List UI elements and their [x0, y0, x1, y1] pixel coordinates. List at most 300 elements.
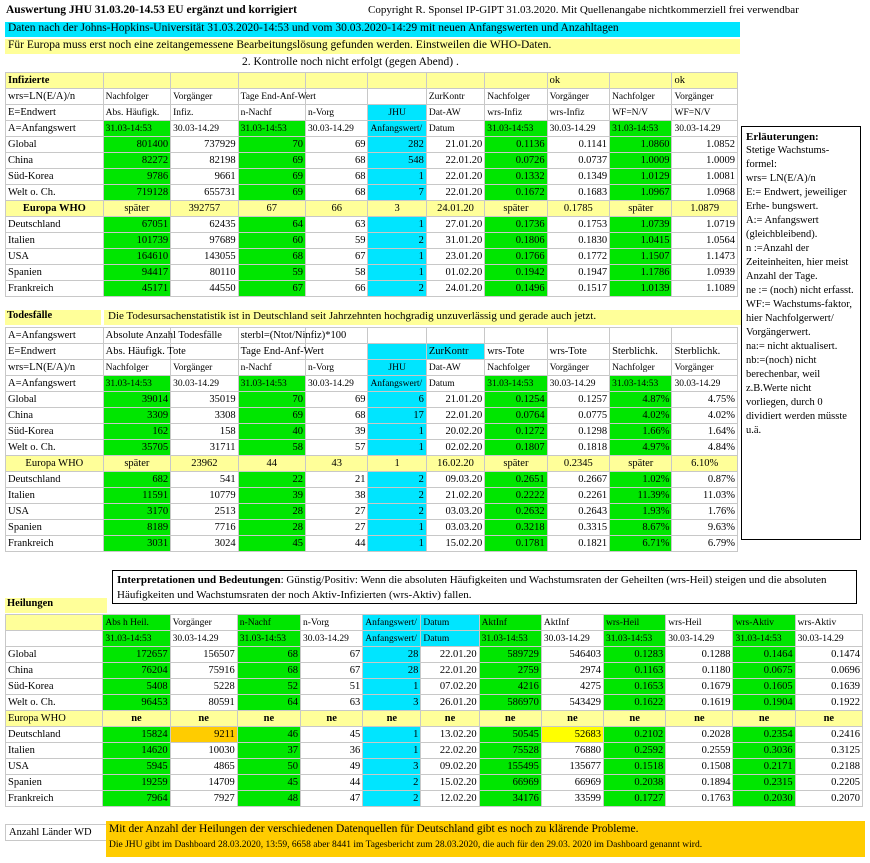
- row-label-cell: Frankreich: [6, 281, 104, 297]
- data-cell: 0.0764: [485, 408, 547, 424]
- data-cell: 0.2028: [666, 727, 733, 743]
- footer-label: Anzahl Länder WD: [5, 824, 110, 841]
- data-cell: 0.1763: [666, 791, 733, 807]
- footer-note-1: Mit der Anzahl der Heilungen der verschiedenen Datenquellen für Deutschland gibt es noch zu klärende Probleme.: [109, 823, 639, 835]
- data-cell: 69: [306, 137, 368, 153]
- data-cell: 0.1288: [666, 647, 733, 663]
- data-cell: 2974: [541, 663, 603, 679]
- data-cell: [672, 328, 738, 344]
- data-cell: 0.2038: [604, 775, 666, 791]
- data-cell: 47: [301, 791, 363, 807]
- data-cell: 80110: [171, 265, 238, 281]
- data-cell: Dat-AW: [426, 360, 484, 376]
- data-cell: 543429: [541, 695, 603, 711]
- data-cell: 39: [238, 488, 305, 504]
- data-cell: WF=N/V: [672, 105, 738, 121]
- row-label-cell: Italien: [6, 233, 104, 249]
- data-cell: Tage End-Anf-Wert: [238, 89, 305, 105]
- row-label-cell: China: [6, 663, 103, 679]
- data-cell: 69: [238, 169, 305, 185]
- data-cell: 1.0860: [610, 137, 672, 153]
- table-row: [6, 759, 863, 775]
- data-cell: 0.1785: [547, 201, 609, 217]
- data-cell: 01.02.20: [426, 265, 484, 281]
- data-cell: 64: [238, 217, 305, 233]
- table-row: [6, 185, 738, 201]
- data-cell: ne: [795, 711, 862, 727]
- explanation-line: na:= nicht aktualisert.: [746, 341, 838, 352]
- data-cell: 69: [238, 408, 305, 424]
- data-cell: 39: [306, 424, 368, 440]
- data-cell: 6.79%: [672, 536, 738, 552]
- data-cell: ne: [421, 711, 479, 727]
- table-row: [6, 137, 738, 153]
- data-cell: Vorgänger: [672, 360, 738, 376]
- europe-note: Für Europa muss erst noch eine zeitangemessene Bearbeitungslösung gefunden werden. Einstweilen die WHO-Daten.: [5, 39, 740, 54]
- data-cell: 1: [368, 424, 426, 440]
- table-row: [6, 153, 738, 169]
- data-cell: Tage End-Anf-Wert: [238, 344, 305, 360]
- data-cell: 66969: [479, 775, 541, 791]
- data-cell: 7964: [103, 791, 170, 807]
- data-cell: 4275: [541, 679, 603, 695]
- data-cell: 30.03-14.29: [795, 631, 862, 647]
- table-row: [6, 504, 738, 520]
- data-cell: 67: [306, 249, 368, 265]
- data-cell: 1.0564: [672, 233, 738, 249]
- data-cell: 1.1089: [672, 281, 738, 297]
- data-cell: ne: [666, 711, 733, 727]
- table-row: [6, 520, 738, 536]
- row-label-cell: Frankreich: [6, 791, 103, 807]
- data-cell: 0.3218: [485, 520, 547, 536]
- data-cell: 0.2632: [485, 504, 547, 520]
- data-cell: ne: [301, 711, 363, 727]
- data-cell: 24.01.20: [426, 281, 484, 297]
- infected-table: [5, 72, 738, 297]
- data-cell: 0.1254: [485, 392, 547, 408]
- data-cell: 4865: [170, 759, 237, 775]
- data-cell: Absolute Anzahl Todesfälle: [103, 328, 170, 344]
- data-cell: 155495: [479, 759, 541, 775]
- data-cell: 4.84%: [672, 440, 738, 456]
- data-cell: 30.03-14.29: [171, 376, 238, 392]
- data-cell: 34176: [479, 791, 541, 807]
- data-cell: JHU: [368, 105, 426, 121]
- row-label-cell: E=Endwert: [6, 105, 104, 121]
- data-cell: 96453: [103, 695, 170, 711]
- data-cell: später: [610, 201, 672, 217]
- data-cell: 44: [306, 536, 368, 552]
- data-cell: Abs. Häufigk. Tote: [103, 344, 170, 360]
- data-cell: 31.03-14:53: [238, 121, 305, 137]
- row-label-cell: Süd-Korea: [6, 424, 104, 440]
- data-cell: 0.1496: [485, 281, 547, 297]
- data-cell: 8189: [103, 520, 170, 536]
- table-row: [6, 456, 738, 472]
- data-cell: AktInf: [541, 615, 603, 631]
- data-cell: 0.1653: [604, 679, 666, 695]
- explanations-title: Erläuterungen:: [746, 131, 819, 143]
- table-row: [6, 791, 863, 807]
- data-cell: 0.1141: [547, 137, 609, 153]
- row-label-cell: wrs=LN(E/A)/n: [6, 89, 104, 105]
- data-cell: 68: [238, 249, 305, 265]
- data-cell: 27: [306, 520, 368, 536]
- header-row: [6, 328, 738, 344]
- data-cell: 1.0852: [672, 137, 738, 153]
- table-row: [6, 201, 738, 217]
- data-cell: 07.02.20: [421, 679, 479, 695]
- data-cell: 0.1818: [547, 440, 609, 456]
- data-cell: 15.02.20: [426, 536, 484, 552]
- data-cell: 58: [306, 265, 368, 281]
- data-cell: 28: [238, 504, 305, 520]
- data-cell: 44550: [171, 281, 238, 297]
- data-cell: 5228: [170, 679, 237, 695]
- data-cell: 9661: [171, 169, 238, 185]
- data-cell: wrs-Aktiv: [795, 615, 862, 631]
- page-title: Auswertung JHU 31.03.20-14.53 EU ergänzt und korrigiert: [6, 4, 297, 16]
- data-cell: 0.2070: [795, 791, 862, 807]
- data-cell: Datum: [421, 615, 479, 631]
- data-cell: 82198: [171, 153, 238, 169]
- data-cell: Vorgänger: [171, 360, 238, 376]
- data-cell: 30.03-14.29: [547, 376, 609, 392]
- data-cell: 45: [237, 775, 300, 791]
- data-cell: 68: [306, 169, 368, 185]
- data-cell: 15824: [103, 727, 170, 743]
- data-cell: 0.2651: [485, 472, 547, 488]
- data-cell: 45: [238, 536, 305, 552]
- data-cell: wrs-Heil: [666, 615, 733, 631]
- table-row: [6, 472, 738, 488]
- data-cell: 0.1180: [666, 663, 733, 679]
- data-cell: 31.03-14:53: [479, 631, 541, 647]
- data-cell: wrs-Infiz: [485, 105, 547, 121]
- table-row: [6, 536, 738, 552]
- data-cell: 51: [301, 679, 363, 695]
- data-cell: 0.1298: [547, 424, 609, 440]
- row-label-cell: A=Anfangswert: [6, 376, 104, 392]
- data-cell: wrs-Tote: [485, 344, 547, 360]
- row-label-cell: Deutschland: [6, 217, 104, 233]
- row-label-cell: Global: [6, 647, 103, 663]
- row-label-cell: [6, 615, 103, 631]
- data-cell: 0.2188: [795, 759, 862, 775]
- data-cell: 4.75%: [672, 392, 738, 408]
- copyright-text: Copyright R. Sponsel IP-GIPT 31.03.2020. Mit Quellenangabe nichtkommerziell frei verwendbar: [368, 4, 799, 16]
- data-cell: 0.2592: [604, 743, 666, 759]
- data-cell: 0.1517: [547, 281, 609, 297]
- data-cell: Infiz.: [171, 105, 238, 121]
- data-cell: 16.02.20: [426, 456, 484, 472]
- data-cell: 1: [368, 520, 426, 536]
- row-label-cell: Global: [6, 392, 104, 408]
- table-row: [6, 440, 738, 456]
- data-cell: 1.66%: [610, 424, 672, 440]
- data-cell: 1.0415: [610, 233, 672, 249]
- data-cell: 1: [368, 249, 426, 265]
- data-cell: 3170: [103, 504, 170, 520]
- data-cell: 0.1736: [485, 217, 547, 233]
- header-row: [6, 631, 863, 647]
- data-cell: 101739: [103, 233, 170, 249]
- data-cell: 46: [237, 727, 300, 743]
- data-cell: [368, 89, 426, 105]
- data-cell: 164610: [103, 249, 170, 265]
- data-cell: Sterblichk.: [610, 344, 672, 360]
- data-cell: später: [485, 201, 547, 217]
- data-cell: 1.0968: [672, 185, 738, 201]
- data-cell: 0.1622: [604, 695, 666, 711]
- data-cell: 0.1942: [485, 265, 547, 281]
- data-cell: später: [485, 456, 547, 472]
- data-cell: 59: [238, 265, 305, 281]
- data-cell: 30.03-14.29: [672, 121, 738, 137]
- data-cell: 67: [301, 647, 363, 663]
- data-cell: 1.0081: [672, 169, 738, 185]
- data-cell: 719128: [103, 185, 170, 201]
- data-cell: 14709: [170, 775, 237, 791]
- data-cell: 6.71%: [610, 536, 672, 552]
- row-label-cell: Süd-Korea: [6, 169, 104, 185]
- data-cell: 12.02.20: [421, 791, 479, 807]
- data-cell: Vorgänger: [672, 89, 738, 105]
- row-label-cell: Welt o. Ch.: [6, 695, 103, 711]
- data-cell: 392757: [171, 201, 238, 217]
- header-row: [6, 344, 738, 360]
- data-cell: 4.02%: [610, 408, 672, 424]
- data-cell: [306, 73, 368, 89]
- data-cell: ne: [170, 711, 237, 727]
- row-label-cell: Spanien: [6, 265, 104, 281]
- data-cell: 70: [238, 137, 305, 153]
- data-cell: 0.2667: [547, 472, 609, 488]
- header-row-1: [0, 4, 870, 19]
- data-cell: 0.3125: [795, 743, 862, 759]
- table-row: [6, 424, 738, 440]
- row-label-cell: Europa WHO: [6, 201, 104, 217]
- data-cell: 0.0775: [547, 408, 609, 424]
- data-cell: später: [610, 456, 672, 472]
- data-cell: 31.03-14:53: [610, 376, 672, 392]
- data-cell: 30.03-14.29: [171, 121, 238, 137]
- data-cell: 0.1474: [795, 647, 862, 663]
- interpretation-box: [112, 570, 857, 604]
- data-cell: 33599: [541, 791, 603, 807]
- data-cell: wrs-Infiz: [547, 105, 609, 121]
- data-cell: 02.02.20: [426, 440, 484, 456]
- data-cell: 31.03-14:53: [103, 631, 170, 647]
- data-cell: 27.01.20: [426, 217, 484, 233]
- data-cell: wrs-Aktiv: [733, 615, 795, 631]
- data-cell: 0.2559: [666, 743, 733, 759]
- data-cell: 75528: [479, 743, 541, 759]
- data-cell: 0.1283: [604, 647, 666, 663]
- explanation-line: Stetige Wachstums-formel:: [746, 145, 830, 170]
- data-cell: 28: [363, 647, 421, 663]
- data-cell: 52683: [541, 727, 603, 743]
- table-row: [6, 408, 738, 424]
- row-label-cell: USA: [6, 759, 103, 775]
- data-cell: 64: [237, 695, 300, 711]
- data-cell: 1: [368, 536, 426, 552]
- data-cell: 0.1679: [666, 679, 733, 695]
- data-cell: 1: [363, 743, 421, 759]
- data-cell: 0.1922: [795, 695, 862, 711]
- explanation-line: WF:= Wachstums-faktor, hier Nachfolgerwert/ Vorgängerwert.: [746, 299, 852, 338]
- row-label-cell: Welt o. Ch.: [6, 185, 104, 201]
- data-cell: 1.64%: [672, 424, 738, 440]
- data-cell: 0.1605: [733, 679, 795, 695]
- data-cell: 0.1781: [485, 536, 547, 552]
- data-cell: 27: [306, 504, 368, 520]
- table-row: [6, 679, 863, 695]
- data-cell: 282: [368, 137, 426, 153]
- data-cell: 44: [301, 775, 363, 791]
- data-cell: 0.2222: [485, 488, 547, 504]
- row-label-cell: wrs=LN(E/A)/n: [6, 360, 104, 376]
- explanation-line: nb:=(noch) nicht berechenbar, weil z.B.Werte nicht vorliegen, durch 0 dividiert werden müsste u.ä.: [746, 355, 847, 436]
- data-cell: 143055: [171, 249, 238, 265]
- data-cell: 48: [237, 791, 300, 807]
- source-note: Daten nach der Johns-Hopkins-Universität 31.03.2020-14:53 und vom 30.03.2020-14:29 mit neuen Anfangswerten und Anzahltagen: [5, 22, 740, 37]
- data-cell: Vorgänger: [547, 89, 609, 105]
- row-label-cell: USA: [6, 249, 104, 265]
- data-cell: 31711: [171, 440, 238, 456]
- table-row: [6, 711, 863, 727]
- data-cell: 1.76%: [672, 504, 738, 520]
- data-cell: Vorgänger: [171, 89, 238, 105]
- data-cell: 1.0719: [672, 217, 738, 233]
- data-cell: 801400: [103, 137, 170, 153]
- data-cell: 0.2171: [733, 759, 795, 775]
- data-cell: Datum: [421, 631, 479, 647]
- control-note: 2. Kontrolle noch nicht erfolgt (gegen Abend) .: [242, 56, 459, 68]
- data-cell: [368, 73, 426, 89]
- data-cell: 0.0696: [795, 663, 862, 679]
- data-cell: 31.03-14:53: [733, 631, 795, 647]
- data-cell: 0.2345: [547, 456, 609, 472]
- data-cell: 1.0009: [610, 153, 672, 169]
- data-cell: 80591: [170, 695, 237, 711]
- data-cell: Anfangswert/: [363, 631, 421, 647]
- data-cell: 0.0726: [485, 153, 547, 169]
- data-cell: ne: [479, 711, 541, 727]
- row-label-cell: Welt o. Ch.: [6, 440, 104, 456]
- data-cell: 0.1163: [604, 663, 666, 679]
- data-cell: 1.0739: [610, 217, 672, 233]
- data-cell: 19259: [103, 775, 170, 791]
- data-cell: 15.02.20: [421, 775, 479, 791]
- data-cell: 20.02.20: [426, 424, 484, 440]
- data-cell: JHU: [368, 360, 426, 376]
- data-cell: 21.02.20: [426, 488, 484, 504]
- data-cell: ne: [733, 711, 795, 727]
- data-cell: 30.03-14.29: [547, 121, 609, 137]
- data-cell: 3: [363, 695, 421, 711]
- data-cell: 11591: [103, 488, 170, 504]
- data-cell: 68: [237, 663, 300, 679]
- data-cell: 31.03-14:53: [610, 121, 672, 137]
- data-cell: 0.2205: [795, 775, 862, 791]
- data-cell: sterbl=(Ntot/Ninfiz)*100: [238, 328, 305, 344]
- row-label-cell: China: [6, 408, 104, 424]
- data-cell: 94417: [103, 265, 170, 281]
- data-cell: 11.39%: [610, 488, 672, 504]
- data-cell: 2: [363, 791, 421, 807]
- data-cell: 541: [171, 472, 238, 488]
- data-cell: 1.0139: [610, 281, 672, 297]
- data-cell: 82272: [103, 153, 170, 169]
- data-cell: 09.02.20: [421, 759, 479, 775]
- footer-note-2: Die JHU gibt im Dashboard 28.03.2020, 13:59, 6658 aber 8441 im Tagesbericht zum 28.03.2020, die auch für den 29.03. 2020 im Dashboard genannt wird.: [109, 840, 703, 850]
- data-cell: 1: [368, 169, 426, 185]
- data-cell: 09.03.20: [426, 472, 484, 488]
- data-cell: Vorgänger: [547, 360, 609, 376]
- data-cell: 4.97%: [610, 440, 672, 456]
- data-cell: ZurKontr: [426, 89, 484, 105]
- data-cell: 0.2102: [604, 727, 666, 743]
- table-row: [6, 392, 738, 408]
- data-cell: 589729: [479, 647, 541, 663]
- data-cell: 59: [306, 233, 368, 249]
- header-row: [6, 89, 738, 105]
- data-cell: [238, 73, 305, 89]
- data-cell: 10030: [170, 743, 237, 759]
- data-cell: 3024: [171, 536, 238, 552]
- data-cell: 3: [368, 201, 426, 217]
- data-cell: 69: [306, 392, 368, 408]
- data-cell: 30.03-14.29: [170, 631, 237, 647]
- data-cell: 1: [363, 679, 421, 695]
- data-cell: 11.03%: [672, 488, 738, 504]
- data-cell: 9211: [170, 727, 237, 743]
- row-label-cell: China: [6, 153, 104, 169]
- data-cell: wrs-Tote: [547, 344, 609, 360]
- data-cell: 1.1507: [610, 249, 672, 265]
- row-label-cell: Süd-Korea: [6, 679, 103, 695]
- data-cell: n-Vorg: [301, 615, 363, 631]
- deaths-title: Todesfälle: [5, 310, 101, 325]
- data-cell: 2: [363, 775, 421, 791]
- data-cell: [610, 328, 672, 344]
- data-cell: 0.1772: [547, 249, 609, 265]
- data-cell: 31.03-14:53: [238, 376, 305, 392]
- data-cell: 0.2315: [733, 775, 795, 791]
- data-cell: n-Nachf: [237, 615, 300, 631]
- data-cell: 3031: [103, 536, 170, 552]
- data-cell: 31.03-14:53: [604, 631, 666, 647]
- data-cell: n-Nachf: [238, 105, 305, 121]
- data-cell: 1.1786: [610, 265, 672, 281]
- data-cell: 586970: [479, 695, 541, 711]
- data-cell: [171, 73, 238, 89]
- data-cell: 3308: [171, 408, 238, 424]
- data-cell: 655731: [171, 185, 238, 201]
- explanation-line: ne := (noch) nicht erfasst.: [746, 285, 854, 296]
- data-cell: 38: [306, 488, 368, 504]
- data-cell: Nachfolger: [103, 360, 170, 376]
- deaths-table: [5, 327, 738, 552]
- data-cell: ok: [672, 73, 738, 89]
- data-cell: Datum: [426, 376, 484, 392]
- data-cell: 22: [238, 472, 305, 488]
- data-cell: 7927: [170, 791, 237, 807]
- data-cell: 58: [238, 440, 305, 456]
- data-cell: 737929: [171, 137, 238, 153]
